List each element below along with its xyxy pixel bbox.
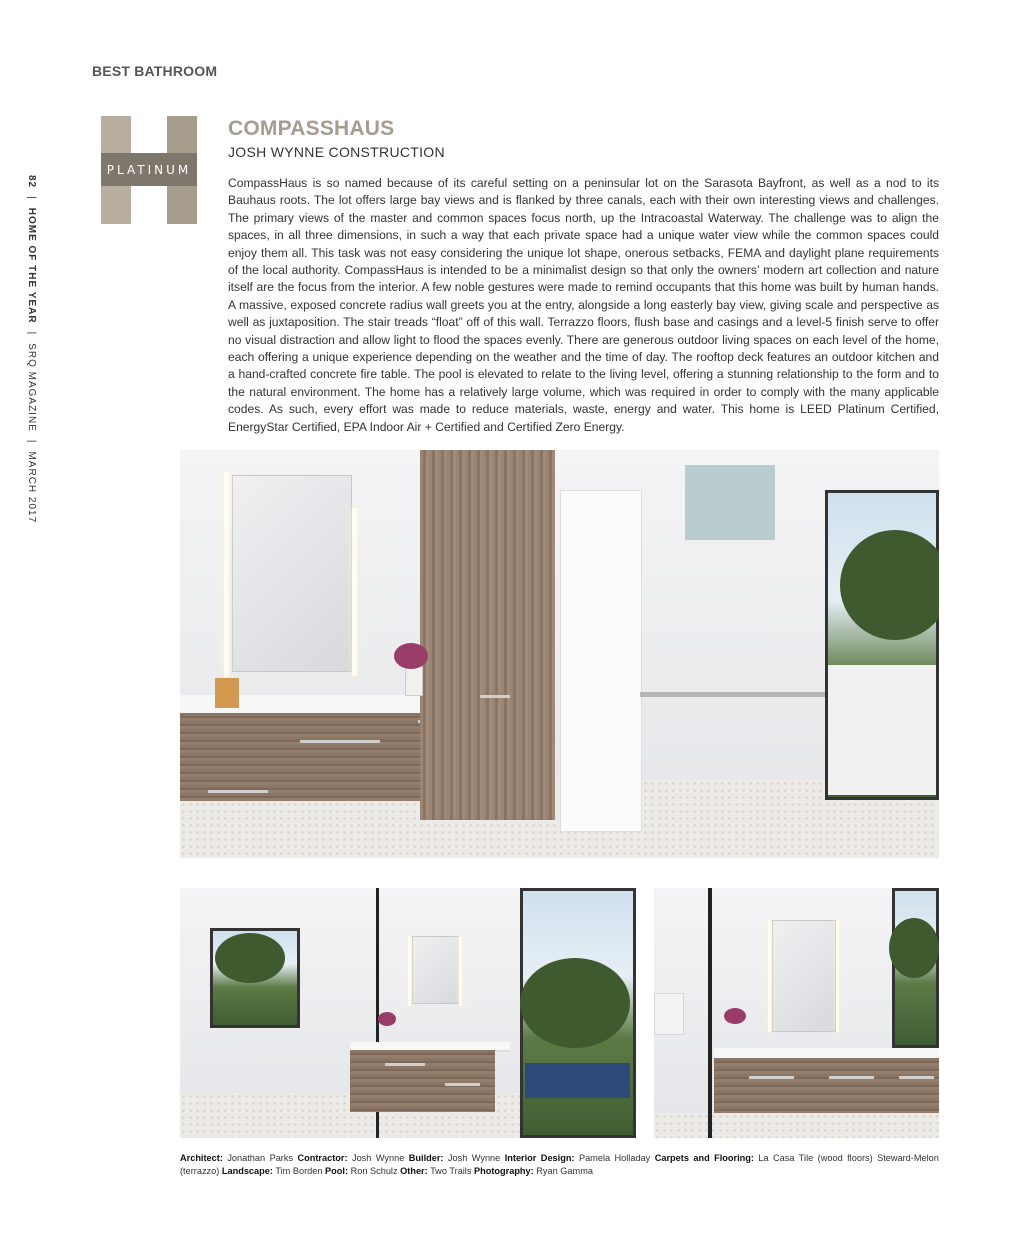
- article-title: COMPASSHAUS: [228, 117, 395, 140]
- credit-value: Pamela Holladay: [578, 1153, 651, 1163]
- credit-value: Two Trails: [430, 1166, 472, 1176]
- vanity-detail-photo: [654, 888, 939, 1138]
- credit-label: Builder:: [408, 1153, 444, 1163]
- magazine-name: SRQ MAGAZINE: [26, 343, 37, 432]
- credit-value: Ron Schulz: [350, 1166, 398, 1176]
- credit-value: Ryan Gamma: [536, 1166, 593, 1176]
- credit-label: Interior Design:: [504, 1153, 575, 1163]
- credits: [180, 1152, 939, 1178]
- separator: |: [26, 331, 37, 336]
- credit-value: La Casa Tile (wood floors) Steward-Melon (terrazzo): [180, 1153, 939, 1176]
- credit-label: Other:: [400, 1166, 428, 1176]
- logo-band: [101, 153, 197, 186]
- credit-value: Tim Borden: [275, 1166, 323, 1176]
- separator: |: [26, 439, 37, 444]
- separator: |: [26, 196, 37, 200]
- platinum-logo: [101, 116, 197, 224]
- credit-value: Josh Wynne: [447, 1153, 501, 1163]
- credit-label: Carpets and Flooring:: [654, 1153, 754, 1163]
- credit-label: Contractor:: [297, 1153, 348, 1163]
- article-subtitle: JOSH WYNNE CONSTRUCTION: [228, 144, 445, 160]
- publication-name: HOME OF THE YEAR: [26, 207, 37, 324]
- page-number: 82: [26, 175, 37, 189]
- credit-label: Photography:: [474, 1166, 534, 1176]
- vanity-wide-photo: [180, 888, 636, 1138]
- article-body: CompassHaus is so named because of its careful setting on a peninsular lot on the Sarasota Bayfront, as well as a nod to its Bauhaus roots. The lot offers large bay views and is flanked by three canals, each with their own interesting views and challenges. The primary views of the master and common spaces focus north, up the Intracoastal Waterway. The challenge was to align the spaces, in all three dimensions, in such a way that each private space had a unique water view while the common spaces could enjoy them all. This task was not easy considering the unique lot shape, onerous setbacks, FEMA and daylight plane requirements of the local authority. CompassHaus is intended to be a minimalist design so that only the owners’ modern art collection and nature itself are the focus from the interior. A few noble gestures were made to remind occupants that this home was built by human hands. A massive, exposed concrete radius wall greets you at the entry, alongside a long easterly bay view, giving scale and perspective as well as juxtaposition. The stair treads “float” off of this wall. Terrazzo floors, flush base and casings and a level-5 finish serve to offer no visual distraction and allow light to flood the spaces evenly. There are generous outdoor living spaces on each level of the home, each offering a unique experience depending on the weather and the time of day. The rooftop deck features an outdoor kitchen and a hand-crafted concrete fire table. The pool is elevated to relate to the living level, offering a stunning relationship to the form and to the natural environment. The home has a relatively large volume, which was required in order to comply with the many applicable codes. As such, every effort was made to reduce materials, waste, energy and water. This home is LEED Platinum Certified, EnergyStar Certified, EPA Indoor Air + Certified and Certified Zero Energy.: [228, 176, 939, 434]
- section-label: BEST BATHROOM: [92, 63, 218, 79]
- credit-label: Pool:: [325, 1166, 349, 1176]
- credit-value: Josh Wynne: [351, 1153, 405, 1163]
- logo-band-text: PLATINUM: [106, 162, 192, 177]
- credit-label: Architect:: [180, 1153, 223, 1163]
- credit-label: Landscape:: [221, 1166, 273, 1176]
- side-running-head: [26, 175, 37, 523]
- main-bathroom-photo: [180, 450, 939, 858]
- credit-value: Jonathan Parks: [227, 1153, 294, 1163]
- issue-date: MARCH 2017: [26, 451, 37, 524]
